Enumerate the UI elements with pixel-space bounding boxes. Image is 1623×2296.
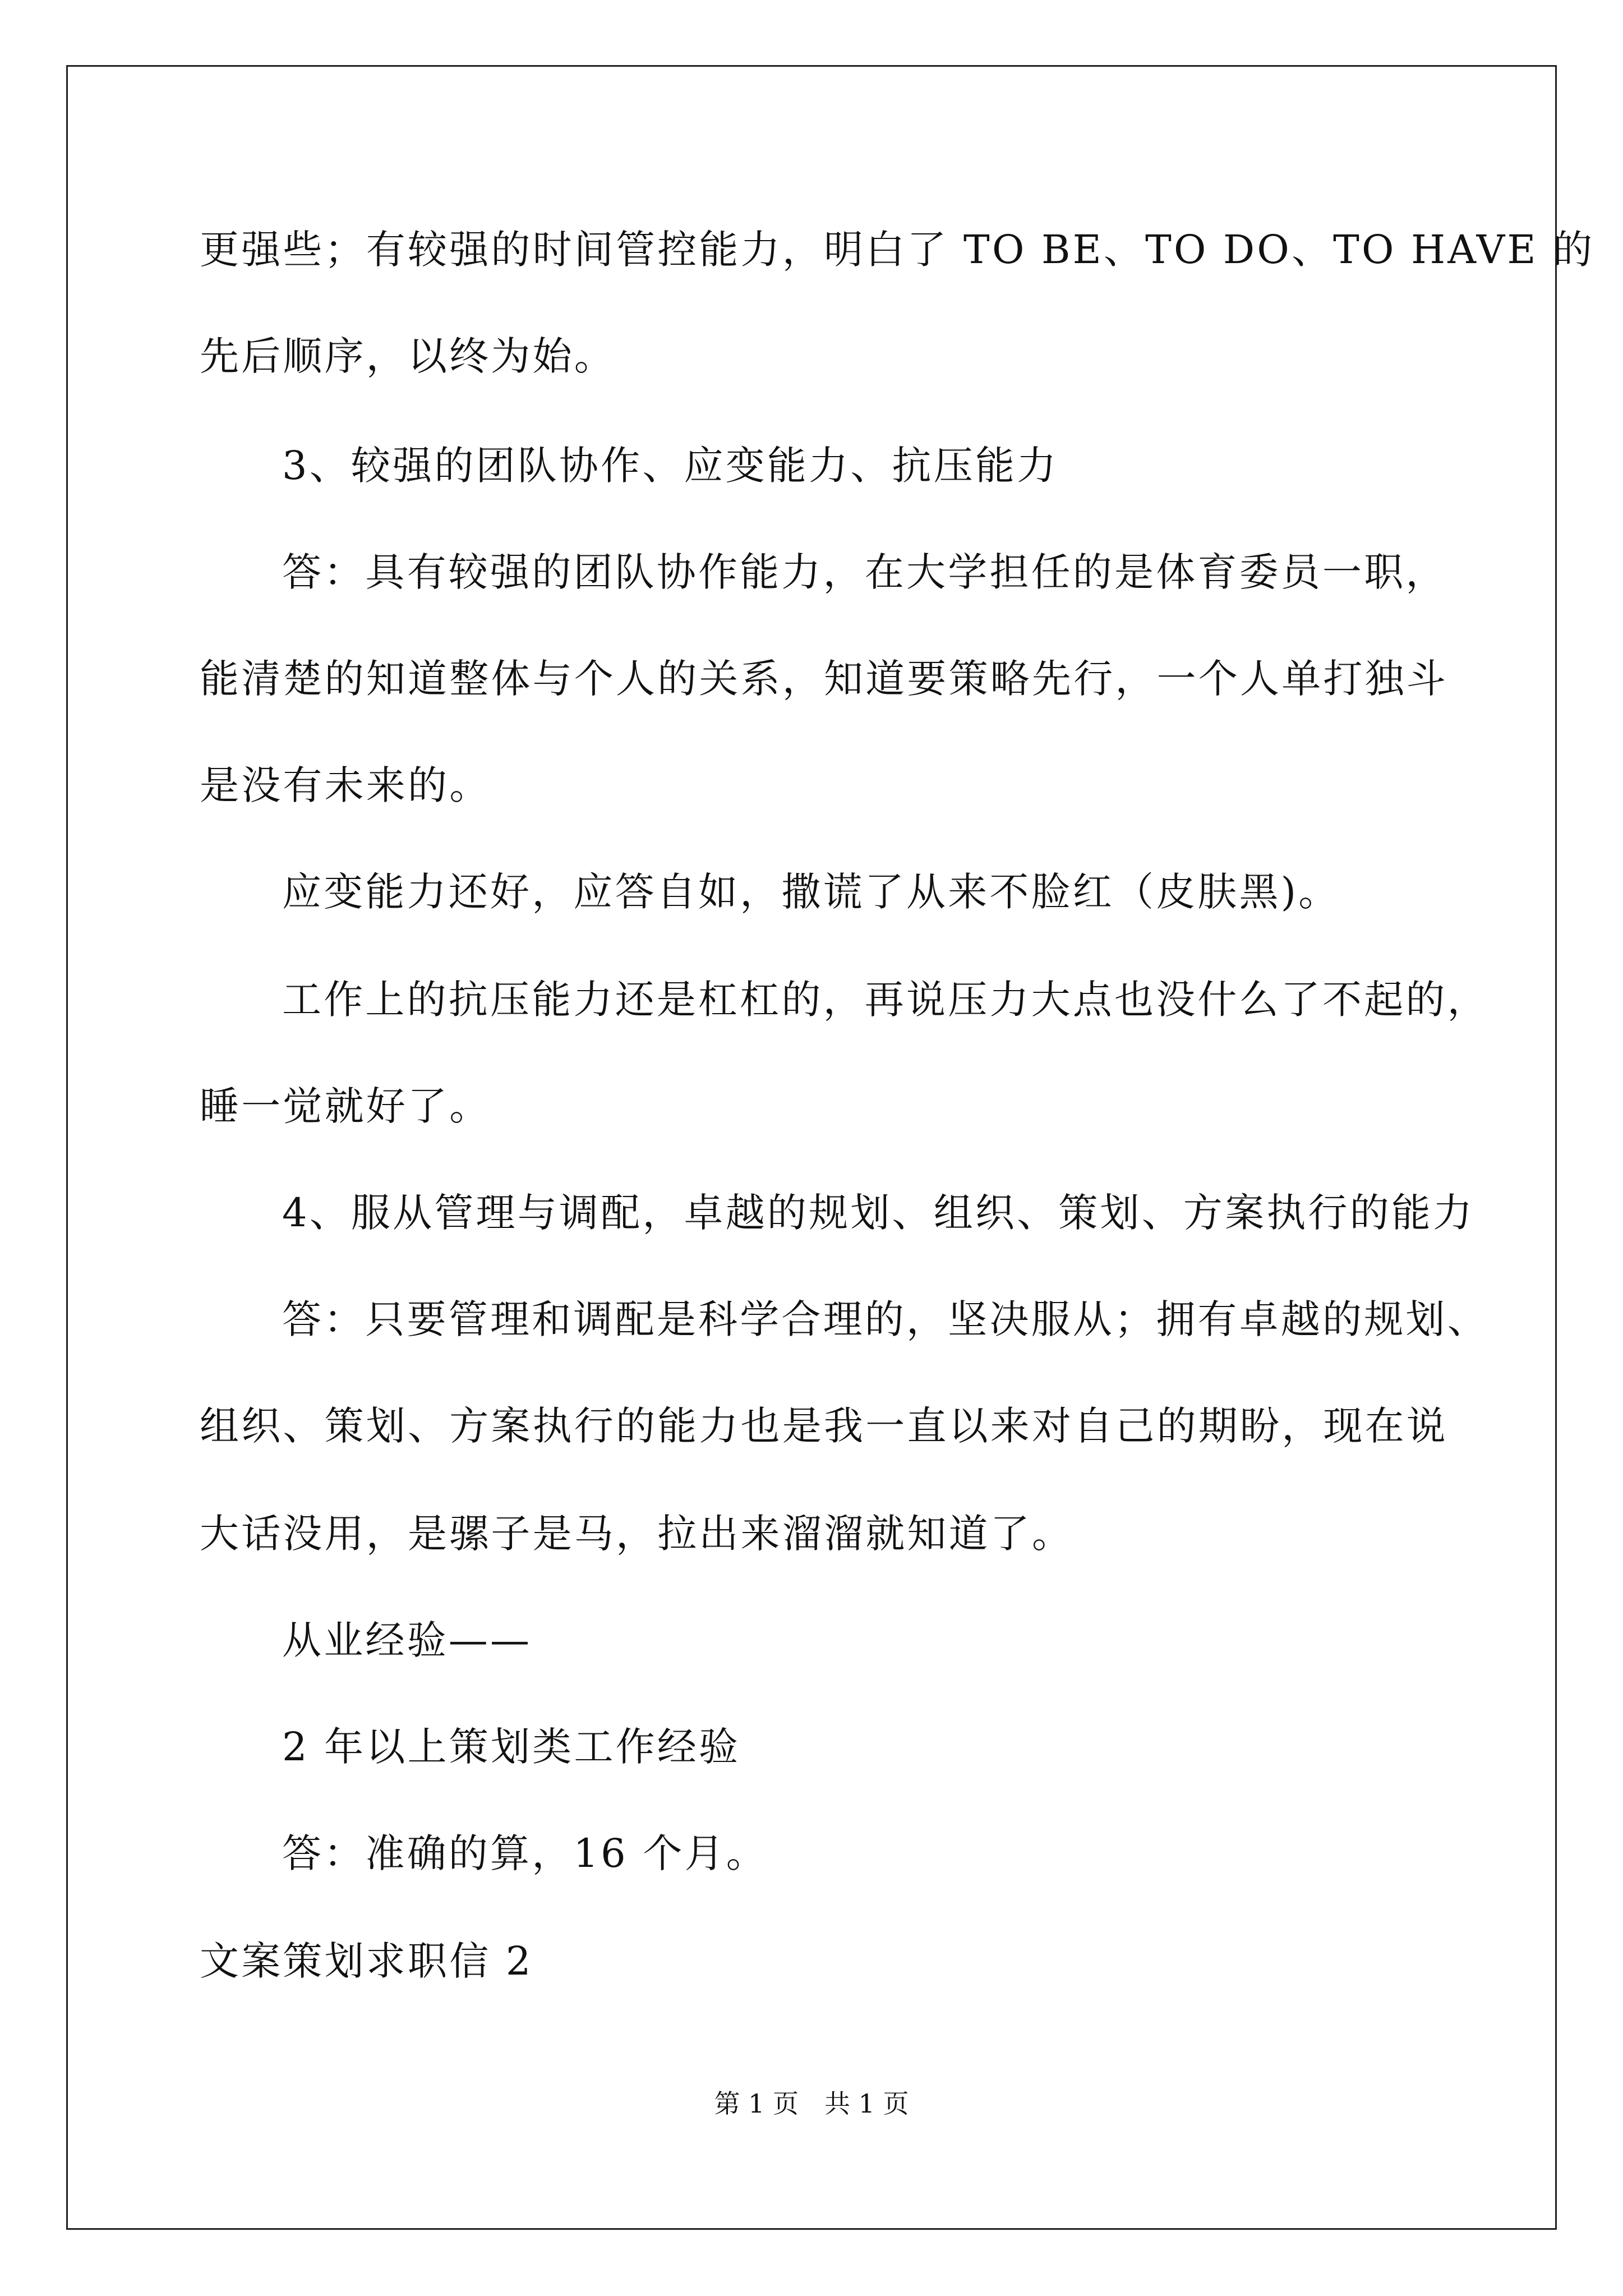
document-title: 文案策划求职信 2 bbox=[200, 1938, 533, 1984]
page-border bbox=[66, 65, 1557, 2230]
body-line-14: 从业经验—— bbox=[282, 1617, 532, 1663]
section-heading-3: 3、较强的团队协作、应变能力、抗压能力 bbox=[282, 443, 1059, 489]
page-number-footer: 第 1 页 共 1 页 bbox=[714, 2088, 909, 2119]
body-line-12: 组织、策划、方案执行的能力也是我一直以来对自己的期盼，现在说 bbox=[200, 1403, 1448, 1449]
body-line-7: 应变能力还好，应答自如，撒谎了从来不脸红（皮肤黑)。 bbox=[282, 869, 1340, 915]
body-line-16: 答：准确的算，16 个月。 bbox=[282, 1830, 768, 1876]
body-line-13: 大话没用，是骡子是马，拉出来溜溜就知道了。 bbox=[200, 1511, 1074, 1557]
body-line-1: 更强些；有较强的时间管控能力，明白了 TO BE、TO DO、TO HAVE 的 bbox=[200, 227, 1595, 273]
body-line-5: 能清楚的知道整体与个人的关系，知道要策略先行，一个人单打独斗 bbox=[200, 656, 1448, 702]
body-line-15: 2 年以上策划类工作经验 bbox=[282, 1724, 741, 1770]
body-line-6: 是没有未来的。 bbox=[200, 762, 491, 808]
body-line-8: 工作上的抗压能力还是杠杠的，再说压力大点也没什么了不起的， bbox=[282, 977, 1489, 1023]
body-line-9: 睡一觉就好了。 bbox=[200, 1083, 491, 1129]
body-line-2: 先后顺序，以终为始。 bbox=[200, 333, 616, 379]
body-line-11: 答：只要管理和调配是科学合理的，坚决服从；拥有卓越的规划、 bbox=[282, 1296, 1489, 1342]
body-line-4: 答：具有较强的团队协作能力，在大学担任的是体育委员一职， bbox=[282, 549, 1447, 595]
section-heading-4: 4、服从管理与调配，卓越的规划、组织、策划、方案执行的能力 bbox=[282, 1190, 1475, 1236]
